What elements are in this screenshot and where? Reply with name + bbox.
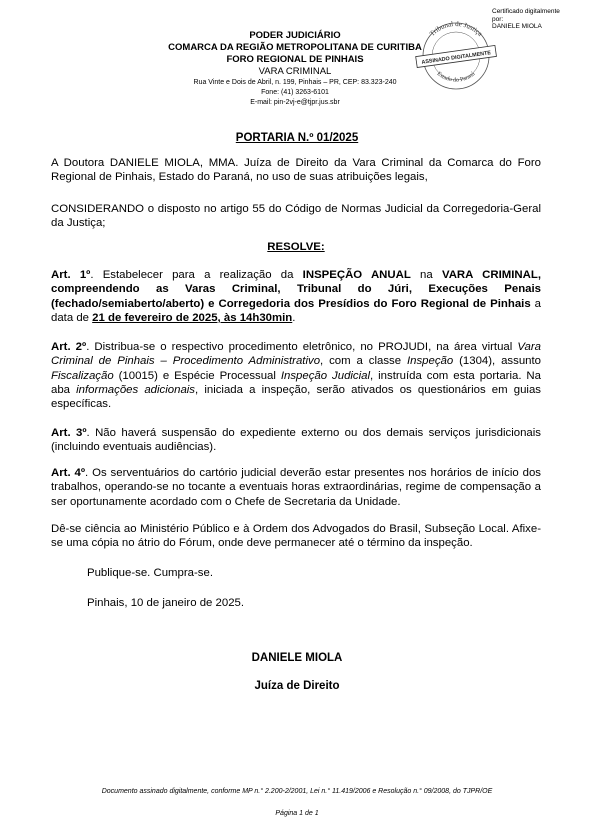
signature-role: Juíza de Direito bbox=[254, 680, 340, 692]
text-italic: Inspeção Judicial bbox=[280, 369, 371, 382]
text: a data de bbox=[51, 297, 541, 324]
document-header bbox=[130, 30, 460, 108]
header-phone: Fone: (41) 3263-6101 bbox=[261, 89, 329, 96]
text-italic: Vara Criminal de Pinhais – Procedimento Administrativo bbox=[51, 341, 542, 368]
article-label: Art. 1º bbox=[51, 269, 91, 281]
intro-paragraph: A Doutora DANIELE MIOLA, MMA. Juíza de Direito da Vara Criminal da Comarca do Foro Regional de Pinhais, Estado do Paraná, no uso de suas atribuições legais, bbox=[51, 157, 541, 184]
text: . Estabelecer para a realização da bbox=[90, 269, 303, 281]
considerando-paragraph: CONSIDERANDO o disposto no artigo 55 do Código de Normas Judicial da Corregedoria-Geral da Justiça; bbox=[51, 203, 541, 230]
article-4 bbox=[51, 466, 541, 509]
seal-bottom-text: Estado do Paraná bbox=[435, 71, 477, 84]
date-line: Pinhais, 10 de janeiro de 2025. bbox=[87, 597, 245, 609]
text: , instruída com esta portaria. Na aba bbox=[51, 369, 541, 396]
article-2 bbox=[51, 340, 541, 411]
article-label: Art. 4º bbox=[51, 467, 86, 479]
publique-line: Publique-se. Cumpra-se. bbox=[87, 567, 213, 579]
certificate-line: Certificado digitalmente por: bbox=[492, 8, 560, 23]
text: . Não haverá suspensão do expediente externo ou dos demais serviços jurisdicionais (incluindo eventuais audiências). bbox=[51, 427, 541, 454]
text: (10015) e Espécie Processual bbox=[113, 369, 281, 382]
resolve-heading: RESOLVE: bbox=[267, 241, 325, 253]
text-bold: INSPEÇÃO ANUAL bbox=[302, 269, 411, 281]
signature-name: DANIELE MIOLA bbox=[251, 652, 343, 664]
date-time-highlight: 21 de fevereiro de 2025, às 14h30min bbox=[92, 311, 293, 324]
page-number: Página 1 de 1 bbox=[275, 810, 319, 817]
seal-center-text: ASSINADO DIGITALMENTE bbox=[421, 50, 492, 66]
header-line: VARA CRIMINAL bbox=[258, 66, 332, 77]
digital-certificate-note bbox=[492, 8, 572, 31]
text-italic: Inspeção bbox=[406, 355, 454, 368]
text-italic: informações adicionais bbox=[76, 383, 196, 396]
header-line: COMARCA DA REGIÃO METROPOLITANA DE CURITIBA bbox=[168, 42, 422, 53]
header-email: E-mail: pin-2vj-e@tjpr.jus.sbr bbox=[250, 99, 340, 106]
text-bold: VARA CRIMINAL, compreendendo as Varas Criminal, Tribunal do Júri, Execuções Penais (fechado/semiaberto/aberto) e Corregedoria dos Presídios do Foro Regional de Pinhais bbox=[51, 269, 542, 310]
article-1 bbox=[51, 268, 541, 325]
text: . bbox=[292, 311, 296, 324]
text: , com a classe bbox=[320, 355, 407, 368]
text: (1304), assunto bbox=[453, 355, 541, 368]
ciencia-paragraph: Dê-se ciência ao Ministério Público e à Ordem dos Advogados do Brasil, Subseção Local. Afixe-se uma cópia no átrio do Fórum, onde deve permanecer até o término da inspeção. bbox=[51, 523, 541, 550]
text: na bbox=[410, 269, 442, 281]
article-3 bbox=[51, 426, 541, 455]
document-title: PORTARIA N.º 01/2025 bbox=[235, 132, 359, 144]
header-line: FORO REGIONAL DE PINHAIS bbox=[226, 54, 364, 65]
text: . Distribua-se o respectivo procedimento eletrônico, no PROJUDI, na área virtual bbox=[86, 341, 518, 353]
header-line: PODER JUDICIÁRIO bbox=[249, 30, 341, 41]
article-label: Art. 2º bbox=[51, 341, 87, 353]
header-address: Rua Vinte e Dois de Abril, n. 199, Pinhais – PR, CEP: 83.323-240 bbox=[193, 79, 397, 86]
text-italic: Fiscalização bbox=[51, 369, 114, 382]
footer-note: Documento assinado digitalmente, conforme MP n.° 2.200-2/2001, Lei n.° 11.419/2006 e Resolução n.° 09/2008, do TJPR/OE bbox=[101, 788, 493, 795]
article-label: Art. 3º bbox=[51, 427, 87, 439]
certificate-signer: DANIELE MIOLA bbox=[492, 23, 542, 30]
text: , iniciada a inspeção, serão ativados os questionários em guias específicas. bbox=[51, 383, 541, 411]
text: . Os serventuários do cartório judicial deverão estar presentes nos horários de início dos trabalhos, operando-se no tocante a eventuais horas extraordinárias, regime de compensação a ser oportunamente acordado com o Chefe de Secretaria da Unidade. bbox=[51, 467, 541, 508]
seal-top-text: Tribunal de Justiça bbox=[428, 19, 484, 38]
